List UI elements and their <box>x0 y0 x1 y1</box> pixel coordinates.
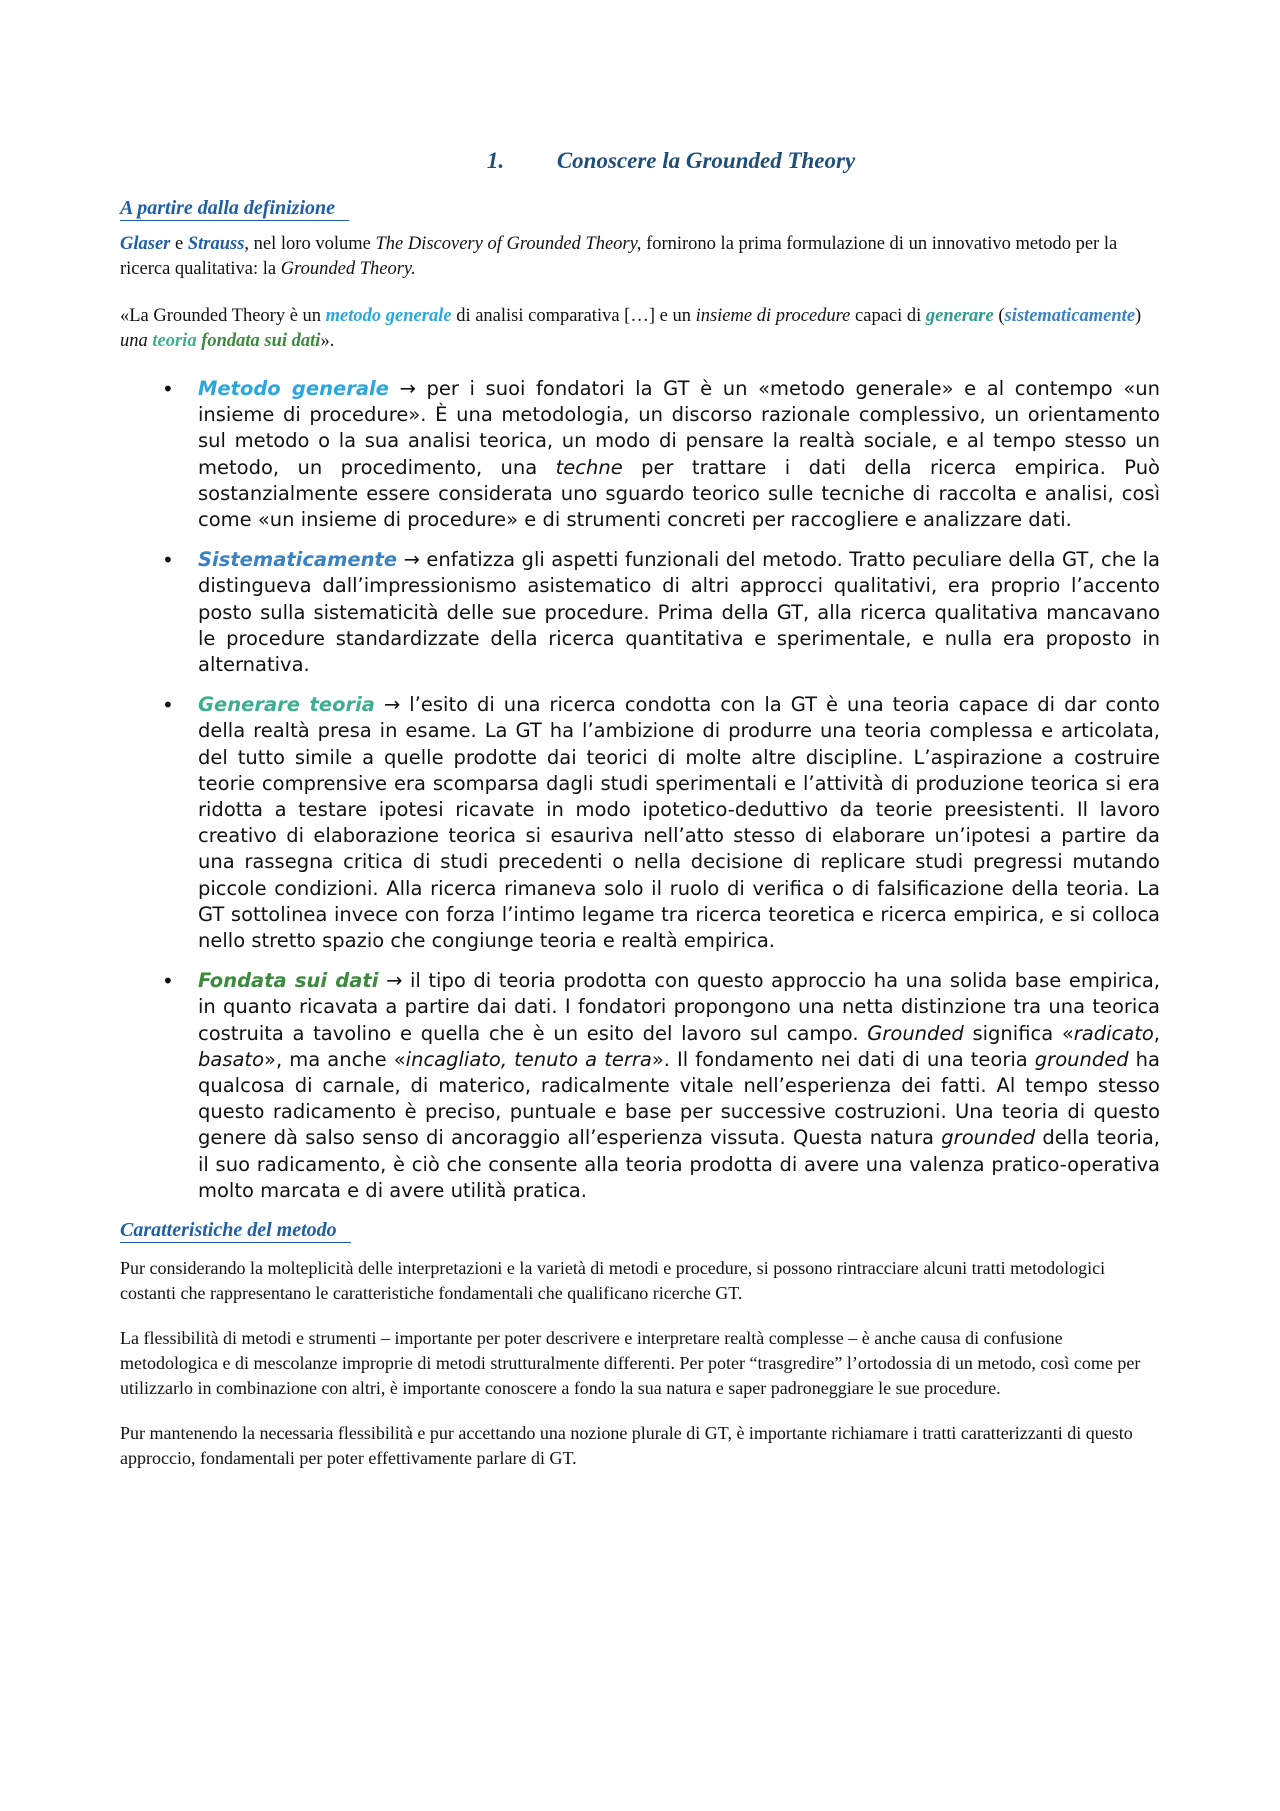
bullet-text: per i suoi fondatori la GT è un «metodo generale» e al contempo «un insieme di procedure». È una metodologia, un discorso razionale complessivo, un orientamento sul metodo o la sua analisi teorica, un modo di pensare la realtà sociale, e al tempo stesso un metodo, un procedimento, una <box>198 377 1161 479</box>
arrow-glyph: → <box>374 693 410 717</box>
arrow-glyph: → <box>397 548 427 572</box>
paragraph: La flessibilità di metodi e strumenti – importante per poter descrivere e interpretare realtà complesse – è anche causa di confusione metodologica e di mescolanze improprie di metodi strutturalmente differenti. Per poter “trasgredire” l’ortodossia di un metodo, così come per utilizzarlo in combinazione con altri, è importante conoscere a fondo la sua natura e saper padroneggiare le sue procedure. <box>120 1328 1141 1399</box>
bullet-italic: techne <box>555 455 623 479</box>
section-heading-wrap <box>120 196 1160 232</box>
bullet-text: della teoria, il suo radicamento, è ciò che consente alla teoria prodotta di avere una valenza pratico-operativa molto marcata e di avere utilità pratica. <box>198 1126 1160 1202</box>
list-item <box>120 547 1160 678</box>
bullet-text: », ma anche « <box>264 1047 406 1071</box>
quote-text: ) <box>1135 306 1142 326</box>
quote-text: «La Grounded Theory è un <box>120 306 326 326</box>
quote-una: una <box>120 331 148 351</box>
bullet-text: , <box>1153 1021 1160 1045</box>
bullet-text: significa « <box>963 1021 1074 1045</box>
page-title <box>120 148 1160 174</box>
quote-teoria: teoria <box>152 331 197 351</box>
bullet-term: Metodo generale <box>198 377 389 400</box>
author-strauss: Strauss <box>187 234 245 254</box>
quote-text: ( <box>993 306 1005 326</box>
bullet-italic: grounded <box>941 1126 1036 1150</box>
intro-text: e <box>170 234 188 254</box>
bullet-text: enfatizza gli aspetti funzionali del metodo. Tratto peculiare della GT, che la distingueva dall’impressionismo asistematico di altri approcci qualitativi, era proprio l’accento posto sulla sistematicità delle sue procedure. Prima della GT, alla ricerca qualitativa mancavano le procedure standardizzate della ricerca quantitativa e sperimentale, e nulla era proposto in alternativa. <box>198 548 1160 677</box>
list-item <box>120 376 1160 533</box>
arrow-glyph: → <box>378 969 410 993</box>
list-item <box>120 968 1160 1204</box>
bullet-icon: • <box>162 377 174 401</box>
bullet-italic: incagliato, tenuto a terra <box>405 1047 652 1071</box>
quote-generare: generare <box>925 306 994 326</box>
bullet-text: il tipo di teoria prodotta con questo approccio ha una solida base empirica, in quanto ricavata a partire dai dati. I fondatori propongono una netta distinzione tra una teorica costruita a tavolino e quella che è un esito del lavoro sul campo. <box>198 969 1160 1045</box>
bullet-text: ha qualcosa di carnale, di materico, radicalmente vitale nell’esperienza dei fatti. Al tempo stesso questo radicamento è preciso, puntuale e base per successive costruzioni. Una teoria di questo genere dà salso senso di ancoraggio all’esperienza vissuta. Questa natura <box>198 1047 1160 1150</box>
intro-text: , nel loro volume <box>244 234 376 254</box>
bullet-italic: radicato <box>1073 1021 1154 1045</box>
section-heading-definition: A partire dalla definizione <box>120 196 349 221</box>
section-heading-wrap <box>120 1218 1160 1256</box>
quote-fondata: fondata sui dati <box>201 331 321 351</box>
quote-text: ». <box>320 331 335 351</box>
bullet-term: Sistematicamente <box>198 548 398 572</box>
quote-sistematicamente: sistematicamente <box>1004 306 1136 326</box>
title-number: 1. <box>486 148 505 173</box>
book-title: The Discovery of Grounded Theory, <box>375 234 642 254</box>
gt-term: Grounded Theory. <box>280 259 416 279</box>
section-heading-characteristics: Caratteristiche del metodo <box>120 1218 351 1243</box>
bullet-icon: • <box>162 693 174 718</box>
intro-text: fornirono la prima formulazione di un innovativo metodo per la ricerca qualitativa: la <box>120 234 1118 279</box>
paragraph: Pur mantenendo la necessaria flessibilità e pur accettando una nozione plurale di GT, è importante richiamare i tratti caratterizzanti di questo approccio, fondamentali per poter effettivamente parlare di GT. <box>120 1423 1133 1469</box>
quote-paragraph <box>120 304 1160 354</box>
bullet-italic: grounded <box>1034 1047 1129 1071</box>
bullet-term: Generare teoria <box>198 693 375 717</box>
paragraph: Pur considerando la molteplicità delle interpretazioni e la varietà di metodi e procedure, si possono rintracciare alcuni tratti metodologici costanti che rappresentano le caratteristiche fondamentali che qualificano ricerche GT. <box>120 1258 1106 1304</box>
bullet-term: Fondata sui dati <box>198 969 379 993</box>
quote-insieme: insieme di procedure <box>695 306 851 326</box>
bullet-text: l’esito di una ricerca condotta con la GT è una teoria capace di dar conto della realtà presa in esame. La GT ha l’ambizione di produrre una teoria complessa e articolata, del tutto simile a quelle prodotte dai teorici di molte altre discipline. L’aspirazione a costruire teorie comprensive era scomparsa dagli studi sperimentali e l’attività di produzione teorica si era ridotta a testare ipotesi ricavate in modo ipotetico-deduttivo da teorie preesistenti. Il lavoro creativo di elaborazione teorica si esauriva nell’atto stesso di elaborare un’ipotesi a partire da una rassegna critica di studi precedenti o nella decisione di replicare studi pregressi mutando piccole condizioni. Alla ricerca rimaneva solo il ruolo di verifica o di falsificazione della teoria. La GT sottolinea invece con forza l’intimo legame tra ricerca teoretica e ricerca empirica, e si colloca nello stretto spazio che congiunge teoria e realtà empirica. <box>198 693 1160 953</box>
author-glaser: Glaser <box>120 234 171 254</box>
bullet-text: per trattare i dati della ricerca empirica. Può sostanzialmente essere considerata uno sguardo teorico sulle tecniche di raccolta e analisi, così come «un insieme di procedure» e di strumenti concreti per raccogliere e analizzare dati. <box>198 455 1160 532</box>
bullet-icon: • <box>162 969 174 994</box>
quote-text: di analisi comparativa […] e un <box>451 306 696 326</box>
arrow-glyph: → <box>388 377 427 400</box>
bullet-icon: • <box>162 548 174 573</box>
quote-metodo: metodo generale <box>325 306 452 326</box>
document-page <box>120 148 1160 1491</box>
bullet-list <box>120 376 1160 1204</box>
quote-text: capaci di <box>850 306 926 326</box>
bullet-italic: basato <box>198 1047 265 1071</box>
bullet-italic: Grounded <box>867 1021 964 1045</box>
intro-paragraph <box>120 232 1160 282</box>
title-text: Conoscere la Grounded Theory <box>556 148 856 173</box>
bullet-text: ». Il fondamento nei dati di una teoria <box>651 1047 1035 1071</box>
list-item <box>120 692 1160 954</box>
